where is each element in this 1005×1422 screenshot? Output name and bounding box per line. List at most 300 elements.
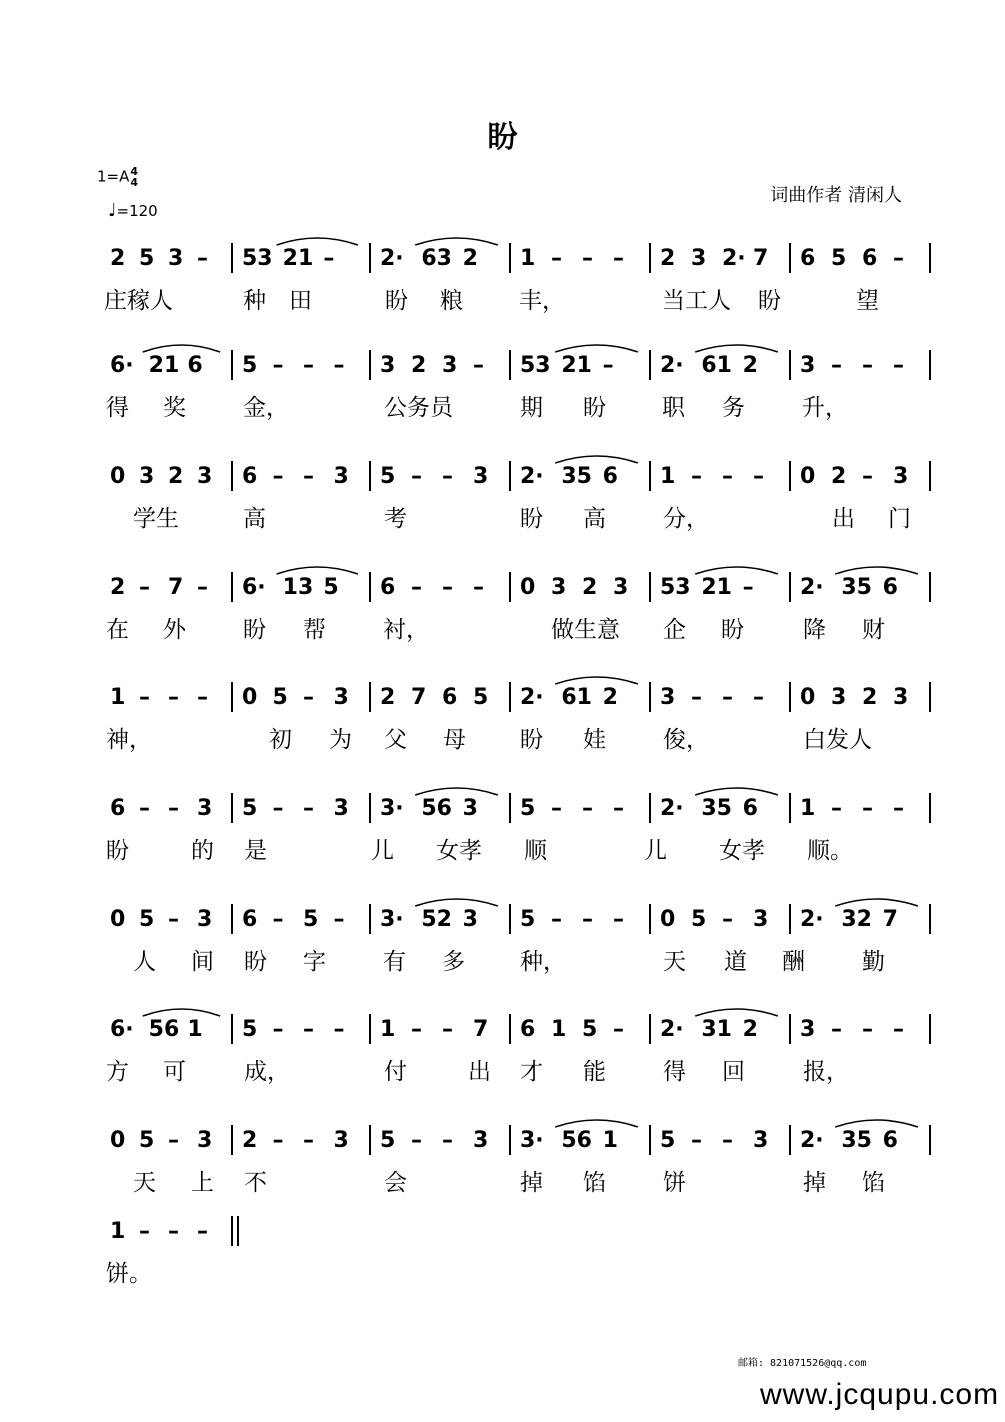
lyric: 白发人 — [803, 727, 872, 753]
lyric: 盼 — [385, 288, 408, 314]
note: – — [168, 907, 179, 932]
lyric: 母 — [443, 727, 466, 753]
note: – — [197, 685, 208, 710]
slur — [277, 567, 358, 574]
note: 2 — [462, 246, 478, 271]
note: 3 — [197, 464, 213, 489]
slur — [695, 567, 778, 574]
slur — [143, 345, 220, 352]
note: 3 — [831, 685, 847, 710]
note: 1 — [660, 464, 676, 489]
lyric: 馅 — [583, 1170, 606, 1196]
lyric: 初 — [269, 727, 292, 753]
note: 5 — [139, 246, 155, 271]
lyric: 帮 — [303, 617, 326, 643]
note: – — [272, 464, 284, 489]
note: 6 — [242, 464, 258, 489]
note: 3 — [753, 1128, 769, 1153]
note: 3 — [551, 575, 567, 600]
lyric: 在 — [106, 617, 129, 643]
note: – — [893, 246, 904, 271]
lyric: 间 — [191, 949, 214, 975]
note: 5 — [520, 907, 536, 932]
lyric: 衬， — [383, 617, 429, 643]
slur — [835, 567, 918, 574]
note: – — [862, 796, 873, 821]
note: – — [582, 246, 593, 271]
note: 53 — [242, 246, 273, 271]
note: – — [272, 353, 284, 378]
note: 5 — [242, 1017, 258, 1042]
key-label: 1=A — [97, 167, 130, 186]
lyric: 高 — [583, 506, 606, 532]
note: – — [582, 796, 593, 821]
note: – — [831, 1017, 842, 1042]
lyric: 盼 — [758, 288, 781, 314]
note: 2 — [380, 685, 396, 710]
note: 31 — [701, 1017, 732, 1042]
lyric: 盼 — [244, 949, 267, 975]
lyric: 降 — [803, 617, 826, 643]
lyric: 儿 — [644, 838, 667, 864]
lyric: 升， — [802, 395, 848, 421]
note: – — [411, 464, 422, 489]
note: 2 — [742, 353, 758, 378]
note: – — [613, 246, 624, 271]
note: – — [893, 353, 904, 378]
note: 6 — [602, 464, 618, 489]
lyric: 掉 — [520, 1170, 543, 1196]
note: 56 — [561, 1128, 592, 1153]
note: – — [411, 1017, 422, 1042]
note: 3 — [197, 796, 213, 821]
page-title: 盼 — [487, 120, 518, 155]
note: – — [742, 575, 754, 600]
note: 2 — [831, 464, 847, 489]
note: – — [862, 353, 873, 378]
note: 3 — [473, 464, 489, 489]
note: – — [139, 796, 150, 821]
lyric: 盼 — [583, 395, 606, 421]
note: 2· — [800, 575, 824, 600]
lyric: 饼 — [663, 1170, 686, 1196]
note: 35 — [841, 575, 872, 600]
note: 6 — [442, 685, 458, 710]
note: 6 — [242, 907, 258, 932]
note: 2 — [110, 575, 126, 600]
note: – — [893, 796, 904, 821]
lyric: 付 — [384, 1059, 407, 1085]
lyric: 出 — [832, 506, 855, 532]
lyric: 丰， — [519, 288, 565, 314]
note: 21 — [148, 353, 180, 378]
note: 3 — [893, 464, 909, 489]
lyric: 饼。 — [106, 1261, 152, 1287]
note: 2 — [411, 353, 427, 378]
note: – — [722, 464, 733, 489]
note: 7 — [473, 1017, 489, 1042]
note: 5 — [242, 353, 258, 378]
note: – — [197, 246, 208, 271]
note: 5 — [272, 685, 288, 710]
note: 53 — [520, 353, 551, 378]
note: 1 — [520, 246, 536, 271]
slur — [695, 1009, 778, 1016]
lyric: 盼 — [106, 838, 129, 864]
note: 5 — [139, 907, 155, 932]
note: 3 — [333, 685, 349, 710]
lyric: 当工人 — [662, 288, 731, 314]
note: 0 — [242, 685, 258, 710]
lyric: 顺。 — [807, 838, 853, 864]
note: 2 — [582, 575, 598, 600]
lyric: 分， — [663, 506, 709, 532]
lyric: 期 — [520, 395, 543, 421]
note: 61 — [701, 353, 732, 378]
lyric: 高 — [243, 506, 266, 532]
lyric: 盼 — [721, 617, 744, 643]
lyric: 做生意 — [551, 617, 620, 643]
note: – — [272, 796, 284, 821]
lyric: 不 — [244, 1170, 267, 1196]
note: – — [831, 353, 842, 378]
note: 1 — [110, 1219, 126, 1244]
lyric: 回 — [722, 1059, 745, 1085]
note: 5 — [582, 1017, 598, 1042]
lyric: 得 — [663, 1059, 686, 1085]
note: 2 — [862, 685, 878, 710]
note: – — [862, 1017, 873, 1042]
lyric: 盼 — [520, 506, 543, 532]
lyric: 方 — [106, 1059, 129, 1085]
note: 6 — [110, 796, 126, 821]
note: 5 — [660, 1128, 676, 1153]
lyric: 儿 — [371, 838, 394, 864]
note: 2 — [242, 1128, 258, 1153]
note: 21 — [701, 575, 732, 600]
note: 6 — [742, 796, 758, 821]
note: 3 — [462, 796, 478, 821]
note: 1 — [800, 796, 816, 821]
note: 3 — [139, 464, 155, 489]
lyric: 掉 — [803, 1170, 826, 1196]
quarter-note-icon: ♩ — [108, 200, 117, 221]
lyric: 女孝 — [719, 838, 765, 864]
footer-email: 邮箱: 821071526@qq.com — [738, 1358, 867, 1369]
note: 3 — [691, 246, 707, 271]
note: 2 — [660, 246, 676, 271]
time-bottom: 4 — [130, 176, 139, 189]
note: – — [303, 464, 314, 489]
lyric: 馅 — [862, 1170, 885, 1196]
lyric: 公务员 — [384, 395, 453, 421]
note: 6 — [520, 1017, 536, 1042]
note: 2 — [602, 685, 618, 710]
note: – — [168, 685, 179, 710]
note: 56 — [421, 796, 452, 821]
note: – — [411, 575, 422, 600]
note: 2 — [168, 464, 184, 489]
note: – — [303, 796, 314, 821]
lyric: 为 — [329, 727, 352, 753]
note: 3· — [380, 907, 404, 932]
slur — [415, 238, 498, 245]
note: – — [582, 907, 593, 932]
composer-credit: 词曲作者 清闲人 — [770, 185, 902, 206]
tempo-value: =120 — [116, 202, 158, 220]
lyric: 顺 — [524, 838, 547, 864]
lyric: 盼 — [243, 617, 266, 643]
slur — [835, 1120, 918, 1127]
note: 5 — [380, 464, 396, 489]
lyric: 多 — [442, 949, 465, 975]
lyric: 财 — [862, 617, 885, 643]
note: – — [442, 1128, 453, 1153]
note: – — [168, 1128, 179, 1153]
note: 3 — [893, 685, 909, 710]
note: – — [551, 246, 562, 271]
note: 5 — [242, 796, 258, 821]
note: – — [272, 907, 284, 932]
note: 3 — [333, 464, 349, 489]
lyric: 得 — [106, 395, 129, 421]
note: – — [411, 1128, 422, 1153]
note: – — [168, 796, 179, 821]
note: 3 — [753, 907, 769, 932]
note: – — [722, 907, 733, 932]
note: 21 — [282, 246, 314, 271]
note: 63 — [421, 246, 452, 271]
note: – — [197, 575, 208, 600]
note: 2 — [110, 246, 126, 271]
note: 2· — [520, 464, 544, 489]
note: 6 — [882, 1128, 898, 1153]
note: – — [473, 353, 484, 378]
note: 5 — [303, 907, 319, 932]
note: – — [303, 1017, 314, 1042]
lyric: 勤 — [862, 949, 885, 975]
lyric: 道 — [724, 949, 747, 975]
lyric: 粮 — [440, 288, 463, 314]
note: – — [272, 1128, 284, 1153]
lyric: 庄稼人 — [104, 288, 173, 314]
note: – — [753, 464, 764, 489]
lyric: 金， — [243, 395, 289, 421]
note: 0 — [800, 685, 816, 710]
lyric: 俊， — [663, 727, 709, 753]
note: – — [139, 1219, 150, 1244]
note: 3 — [197, 907, 213, 932]
note: 2· — [800, 907, 824, 932]
note: – — [691, 1128, 702, 1153]
note: 6 — [882, 575, 898, 600]
slur — [835, 899, 918, 906]
time-top: 4 — [130, 165, 139, 178]
lyric: 有 — [383, 949, 406, 975]
note: 3 — [473, 1128, 489, 1153]
lyric: 女孝 — [436, 838, 482, 864]
lyric: 神， — [106, 727, 152, 753]
lyric: 才 — [520, 1059, 543, 1085]
note: – — [613, 796, 624, 821]
note: 13 — [282, 575, 314, 600]
note: 35 — [841, 1128, 872, 1153]
note: – — [613, 907, 624, 932]
note: 3 — [800, 1017, 816, 1042]
note: – — [139, 685, 150, 710]
note: – — [722, 1128, 733, 1153]
note: 0 — [800, 464, 816, 489]
lyric: 字 — [303, 949, 326, 975]
lyric: 外 — [163, 617, 186, 643]
note: – — [602, 353, 614, 378]
note: 6 — [862, 246, 878, 271]
note: 6· — [110, 353, 134, 378]
lyric: 务 — [722, 395, 745, 421]
slur — [277, 238, 358, 245]
note: – — [613, 1017, 624, 1042]
lyric: 可 — [163, 1059, 186, 1085]
lyric: 能 — [583, 1059, 606, 1085]
note: 1 — [602, 1128, 618, 1153]
note: – — [333, 907, 345, 932]
note: 52 — [421, 907, 452, 932]
note: – — [691, 464, 702, 489]
note: 3 — [380, 353, 396, 378]
lyric: 娃 — [583, 727, 606, 753]
note: 5 — [473, 685, 489, 710]
note: 7 — [411, 685, 427, 710]
note: 21 — [561, 353, 592, 378]
lyric: 成， — [244, 1059, 290, 1085]
note: 5 — [520, 796, 536, 821]
note: – — [753, 685, 764, 710]
note: 2· — [380, 246, 404, 271]
note: – — [473, 575, 484, 600]
note: – — [303, 685, 314, 710]
note: – — [551, 796, 562, 821]
note: 1 — [551, 1017, 567, 1042]
lyric: 企 — [663, 617, 686, 643]
note: 0 — [660, 907, 676, 932]
note: 3 — [333, 796, 349, 821]
lyric: 盼 — [520, 727, 543, 753]
lyric: 的 — [191, 838, 214, 864]
slur — [695, 788, 778, 795]
slur — [555, 345, 638, 352]
note: 35 — [561, 464, 592, 489]
note: 56 — [148, 1017, 180, 1042]
note: 5 — [691, 907, 707, 932]
lyric: 人 — [133, 949, 156, 975]
note: 5 — [831, 246, 847, 271]
note: – — [862, 464, 873, 489]
note: – — [333, 1017, 345, 1042]
lyric: 学生 — [133, 506, 179, 532]
note: 2· — [660, 353, 684, 378]
note: – — [831, 796, 842, 821]
lyric: 天 — [663, 949, 686, 975]
slur — [555, 677, 638, 684]
note: – — [691, 685, 702, 710]
slur — [143, 1009, 220, 1016]
note: – — [442, 464, 453, 489]
lyric: 田 — [289, 288, 312, 314]
note: 32 — [841, 907, 872, 932]
note: 53 — [660, 575, 691, 600]
note: 2· — [520, 685, 544, 710]
note: – — [551, 907, 562, 932]
slur — [555, 1120, 638, 1127]
lyric: 种 — [243, 288, 266, 314]
lyric: 报， — [803, 1059, 849, 1085]
note: 7 — [168, 575, 184, 600]
note: – — [722, 685, 733, 710]
note: 6 — [380, 575, 396, 600]
slur — [555, 456, 638, 463]
lyric: 职 — [662, 395, 685, 421]
note: 3 — [168, 246, 184, 271]
lyric: 种， — [520, 949, 566, 975]
slur — [415, 899, 498, 906]
slur — [415, 788, 498, 795]
note: 7 — [753, 246, 769, 271]
note: – — [272, 1017, 284, 1042]
note: – — [323, 246, 335, 271]
note: 2· — [660, 796, 684, 821]
note: 2· — [722, 246, 746, 271]
note: 6 — [800, 246, 816, 271]
note: 3 — [660, 685, 676, 710]
note: 2 — [742, 1017, 758, 1042]
note: – — [303, 353, 314, 378]
lyric: 考 — [384, 506, 407, 532]
note: – — [303, 1128, 314, 1153]
note: 5 — [139, 1128, 155, 1153]
note: 3· — [520, 1128, 544, 1153]
note: 3 — [197, 1128, 213, 1153]
footer-site: www.jcqupu.com — [760, 1378, 1000, 1411]
note: 3 — [333, 1128, 349, 1153]
note: 3 — [442, 353, 458, 378]
lyric: 会 — [384, 1170, 407, 1196]
note: 1 — [110, 685, 126, 710]
lyric: 门 — [888, 506, 911, 532]
note: 61 — [561, 685, 592, 710]
note: – — [197, 1219, 208, 1244]
note: 5 — [323, 575, 339, 600]
lyric: 天 — [133, 1170, 156, 1196]
note: – — [168, 1219, 179, 1244]
lyric: 出 — [468, 1059, 491, 1085]
lyric: 奖 — [163, 395, 186, 421]
note: 3 — [613, 575, 629, 600]
note: 35 — [701, 796, 732, 821]
note: – — [333, 353, 345, 378]
note: 6 — [187, 353, 203, 378]
note: 2· — [660, 1017, 684, 1042]
note: 1 — [380, 1017, 396, 1042]
note: 5 — [380, 1128, 396, 1153]
note: 0 — [110, 464, 126, 489]
note: – — [139, 575, 150, 600]
note: 1 — [187, 1017, 203, 1042]
lyric: 上 — [191, 1170, 214, 1196]
note: 0 — [520, 575, 536, 600]
note: 6· — [242, 575, 266, 600]
note: – — [442, 1017, 453, 1042]
lyric: 酬 — [782, 949, 805, 975]
